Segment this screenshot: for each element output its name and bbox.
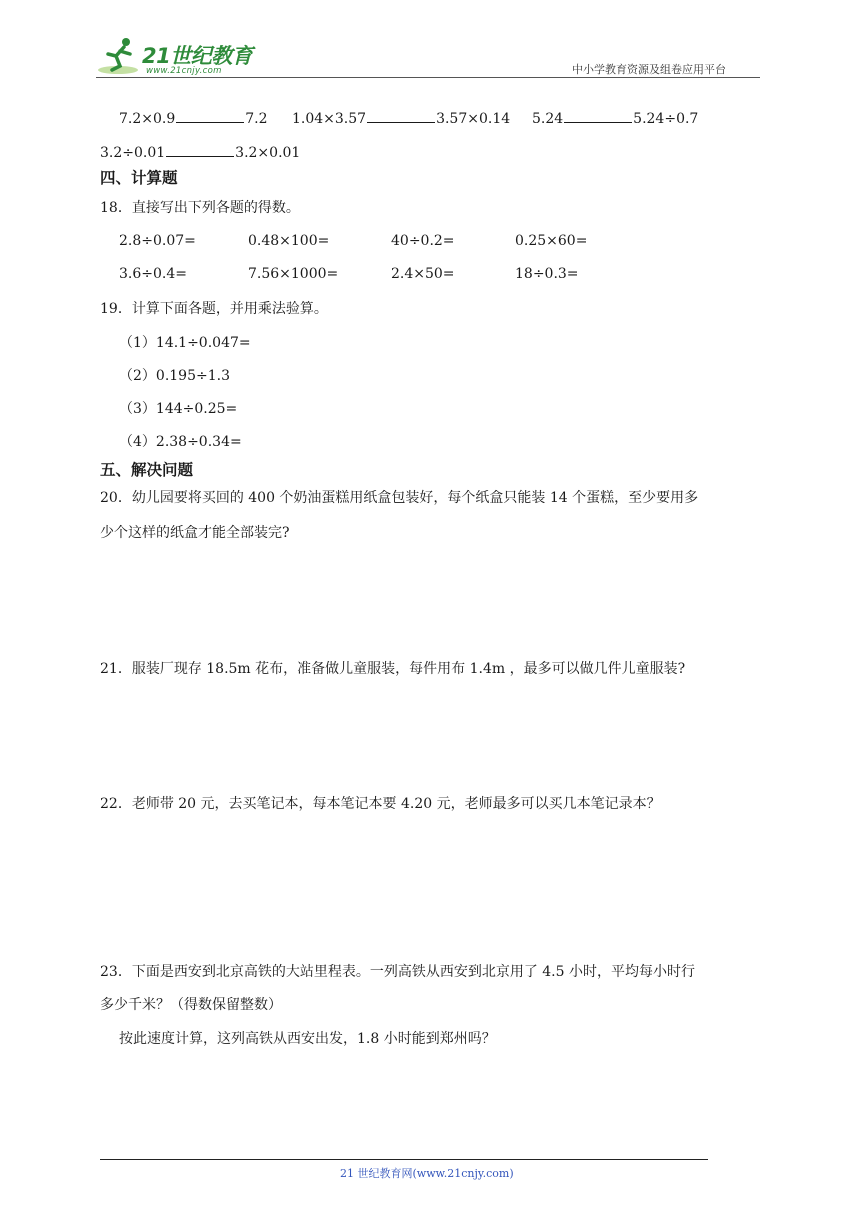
runner-logo-icon xyxy=(96,36,140,76)
q19-item: （2）0.195÷1.3 xyxy=(119,368,230,384)
compare-row-2 xyxy=(100,142,300,162)
q23-line-2: 多少千米？（得数保留整数） xyxy=(100,997,282,1013)
compare-right: 3.2×0.01 xyxy=(235,145,301,161)
logo-main-text: 21世纪教育 xyxy=(142,44,253,68)
compare-row-1b xyxy=(292,108,510,128)
q21-text: 21．服装厂现存 18.5m 花布，准备做儿童服装，每件用布 1.4m ，最多可以做几件儿童服装? xyxy=(100,661,686,677)
q23-line-1: 23．下面是西安到北京高铁的大站里程表。一列高铁从西安到北京用了 4.5 小时，平均每小时行 xyxy=(100,964,695,980)
section-5-title: 五、解决问题 xyxy=(100,461,194,479)
q18-prompt: 18．直接写出下列各题的得数。 xyxy=(100,200,300,216)
q18-item: 3.6÷0.4= xyxy=(119,266,187,282)
q19-item: （1）14.1÷0.047= xyxy=(119,335,251,351)
section-4-title: 四、计算题 xyxy=(100,169,178,187)
compare-row-1c xyxy=(532,108,698,128)
header-logo xyxy=(96,36,256,78)
q22-text: 22．老师带 20 元，去买笔记本，每本笔记本要 4.20 元，老师最多可以买几本笔记录本？ xyxy=(100,796,661,812)
q18-item: 18÷0.3= xyxy=(515,266,579,282)
compare-left: 1.04×3.57 xyxy=(292,111,367,127)
logo-sub-text: www.21cnjy.com xyxy=(146,66,222,76)
answer-blank[interactable] xyxy=(166,142,234,157)
q18-item: 0.48×100= xyxy=(248,233,330,249)
q18-item: 0.25×60= xyxy=(515,233,588,249)
compare-right: 3.57×0.14 xyxy=(436,111,511,127)
compare-row-1 xyxy=(119,108,268,128)
answer-blank[interactable] xyxy=(564,108,632,123)
compare-left: 7.2×0.9 xyxy=(119,111,176,127)
q20-line-2: 少个这样的纸盒才能全部装完? xyxy=(100,525,290,541)
q19-item: （3）144÷0.25= xyxy=(119,401,238,417)
q23-line-3: 按此速度计算，这列高铁从西安出发，1.8 小时能到郑州吗？ xyxy=(119,1031,496,1047)
compare-right: 7.2 xyxy=(245,111,268,127)
compare-left: 5.24 xyxy=(532,111,564,127)
q18-item: 2.8÷0.07= xyxy=(119,233,196,249)
answer-blank[interactable] xyxy=(367,108,435,123)
q19-prompt: 19．计算下面各题，并用乘法验算。 xyxy=(100,301,328,317)
q19-item: （4）2.38÷0.34= xyxy=(119,434,242,450)
footer-text: 21 世纪教育网(www.21cnjy.com) xyxy=(340,1167,514,1180)
footer-rule xyxy=(100,1159,708,1160)
q20-line-1: 20．幼儿园要将买回的 400 个奶油蛋糕用纸盒包装好，每个纸盒只能装 14 个蛋糕，至少要用多 xyxy=(100,490,699,506)
compare-right: 5.24÷0.7 xyxy=(633,111,699,127)
q18-item: 2.4×50= xyxy=(391,266,455,282)
answer-blank[interactable] xyxy=(176,108,244,123)
compare-left: 3.2÷0.01 xyxy=(100,145,166,161)
platform-name: 中小学教育资源及组卷应用平台 xyxy=(572,63,726,76)
q18-item: 7.56×1000= xyxy=(248,266,339,282)
q18-item: 40÷0.2= xyxy=(391,233,455,249)
header-rule xyxy=(96,77,760,78)
